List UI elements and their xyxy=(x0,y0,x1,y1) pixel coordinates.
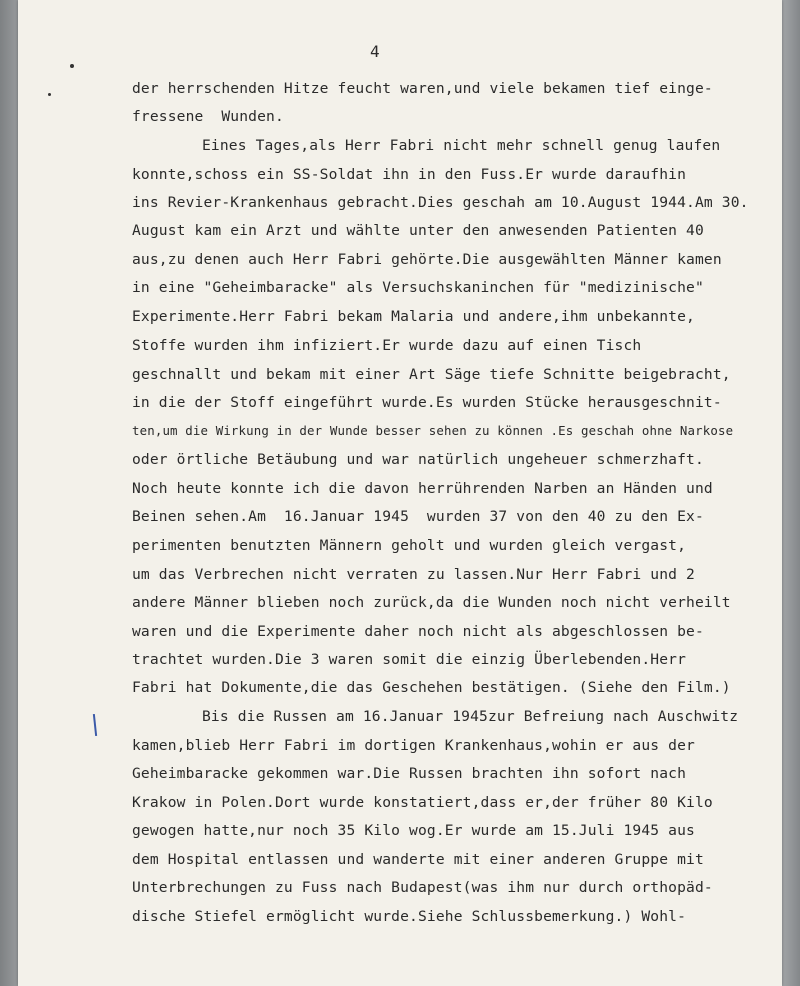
text-line: Experimente.Herr Fabri bekam Malaria und andere,ihm unbekannte, xyxy=(132,308,695,325)
scan-background-left xyxy=(0,0,18,986)
text-line: geschnallt und bekam mit einer Art Säge tiefe Schnitte beigebracht, xyxy=(132,366,731,383)
scan-background-right xyxy=(782,0,800,986)
text-line: dische Stiefel ermöglicht wurde.Siehe Schlussbemerkung.) Wohl- xyxy=(132,908,687,925)
text-line: oder örtliche Betäubung und war natürlich ungeheuer schmerzhaft. xyxy=(132,451,704,468)
text-line: August kam ein Arzt und wählte unter den anwesenden Patienten 40 xyxy=(132,222,704,239)
text-line: Bis die Russen am 16.Januar 1945zur Befreiung nach Auschwitz xyxy=(202,708,739,725)
margin-dot-mark xyxy=(70,64,74,68)
text-line: ins Revier-Krankenhaus gebracht.Dies geschah am 10.August 1944.Am 30. xyxy=(132,194,749,211)
text-line: perimenten benutzten Männern geholt und wurden gleich vergast, xyxy=(132,537,687,554)
text-line: Beinen sehen.Am 16.Januar 1945 wurden 37 von den 40 zu den Ex- xyxy=(132,508,704,525)
text-line: Noch heute konnte ich die davon herrührenden Narben an Händen und xyxy=(132,480,713,497)
text-line: trachtet wurden.Die 3 waren somit die einzig Überlebenden.Herr xyxy=(132,651,687,668)
text-line: ten,um die Wirkung in der Wunde besser sehen zu können .Es geschah ohne Narkose xyxy=(132,423,734,438)
typewritten-page xyxy=(18,0,782,986)
text-line: fressene Wunden. xyxy=(132,108,284,125)
text-line: Geheimbaracke gekommen war.Die Russen brachten ihn sofort nach xyxy=(132,765,687,782)
text-line: aus,zu denen auch Herr Fabri gehörte.Die ausgewählten Männer kamen xyxy=(132,251,722,268)
margin-dot-mark xyxy=(48,93,51,96)
text-line: Krakow in Polen.Dort wurde konstatiert,dass er,der früher 80 Kilo xyxy=(132,794,713,811)
text-line: kamen,blieb Herr Fabri im dortigen Krankenhaus,wohin er aus der xyxy=(132,737,695,754)
text-line: in die der Stoff eingeführt wurde.Es wurden Stücke herausgeschnit- xyxy=(132,394,722,411)
text-line: Eines Tages,als Herr Fabri nicht mehr schnell genug laufen xyxy=(202,137,721,154)
page-number: 4 xyxy=(370,42,380,61)
margin-pen-mark xyxy=(93,714,97,736)
text-line: in eine "Geheimbaracke" als Versuchskaninchen für "medizinische" xyxy=(132,279,704,296)
text-line: Unterbrechungen zu Fuss nach Budapest(was ihm nur durch orthopäd- xyxy=(132,879,713,896)
text-line: Fabri hat Dokumente,die das Geschehen bestätigen. (Siehe den Film.) xyxy=(132,679,731,696)
text-line: dem Hospital entlassen und wanderte mit einer anderen Gruppe mit xyxy=(132,851,704,868)
text-line: konnte,schoss ein SS-Soldat ihn in den Fuss.Er wurde daraufhin xyxy=(132,166,687,183)
text-line: gewogen hatte,nur noch 35 Kilo wog.Er wurde am 15.Juli 1945 aus xyxy=(132,822,695,839)
text-line: um das Verbrechen nicht verraten zu lassen.Nur Herr Fabri und 2 xyxy=(132,566,695,583)
text-line: andere Männer blieben noch zurück,da die Wunden noch nicht verheilt xyxy=(132,594,731,611)
text-line: Stoffe wurden ihm infiziert.Er wurde dazu auf einen Tisch xyxy=(132,337,642,354)
text-line: der herrschenden Hitze feucht waren,und viele bekamen tief einge- xyxy=(132,80,713,97)
text-line: waren und die Experimente daher noch nicht als abgeschlossen be- xyxy=(132,623,704,640)
